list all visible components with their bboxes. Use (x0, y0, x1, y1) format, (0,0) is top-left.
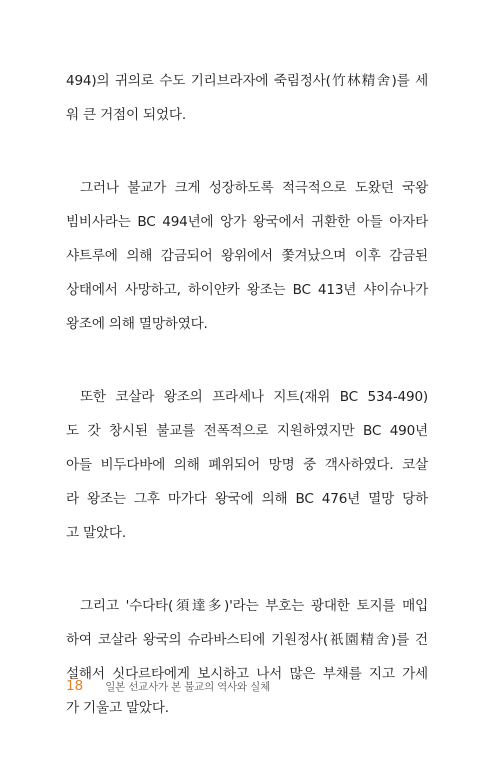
text-line: 왕조에 의해 멸망하였다. (66, 316, 208, 332)
running-title: 일본 선교사가 본 불교의 역사와 실체 (105, 681, 271, 693)
paragraph-4 (66, 589, 428, 725)
paragraph-2 (66, 171, 428, 341)
text-line: 설해서 싯다르타에게 보시하고 나서 많은 부채를 지고 가세 (66, 666, 428, 682)
text-line: 가 기울고 말았다. (66, 700, 169, 716)
text-line: 빔비사라는 BC 494년에 앙가 왕국에서 귀환한 아들 아자타 (66, 214, 428, 230)
page-number: 18 (66, 678, 84, 694)
page-footer (66, 678, 270, 698)
text-line: 그러나 불교가 크게 성장하도록 적극적으로 도왔던 국왕 (80, 180, 428, 196)
text-line: 고 말았다. (66, 525, 126, 541)
text-line: 도 갓 창시된 불교를 전폭적으로 지원하였지만 BC 490년 (66, 423, 428, 439)
text-line: 샤트루에 의해 감금되어 왕위에서 쫓겨났으며 이후 감금된 (66, 248, 428, 264)
text-line: 워 큰 거점이 되었다. (66, 107, 186, 123)
paragraph-1 (66, 64, 428, 132)
text-line: 또한 코살라 왕조의 프라세나 지트(재위 BC 534-490) (80, 389, 428, 405)
text-line: 상태에서 사망하고, 하이얀카 왕조는 BC 413년 샤이슈나가 (66, 282, 428, 298)
text-line: 494)의 귀의로 수도 기리브라자에 죽림정사(竹林精舍)를 세 (66, 73, 428, 89)
text-line: 그리고 '수다타(須達多)'라는 부호는 광대한 토지를 매입 (80, 598, 428, 614)
text-line: 하여 코살라 왕국의 슈라바스티에 기원정사(祇園精舍)를 건 (66, 632, 428, 648)
body-text (66, 64, 428, 764)
paragraph-3 (66, 380, 428, 550)
text-line: 라 왕조는 그후 마가다 왕국에 의해 BC 476년 멸망 당하 (66, 491, 428, 507)
text-line: 아들 비두다바에 의해 폐위되어 망명 중 객사하였다. 코살 (66, 457, 428, 473)
